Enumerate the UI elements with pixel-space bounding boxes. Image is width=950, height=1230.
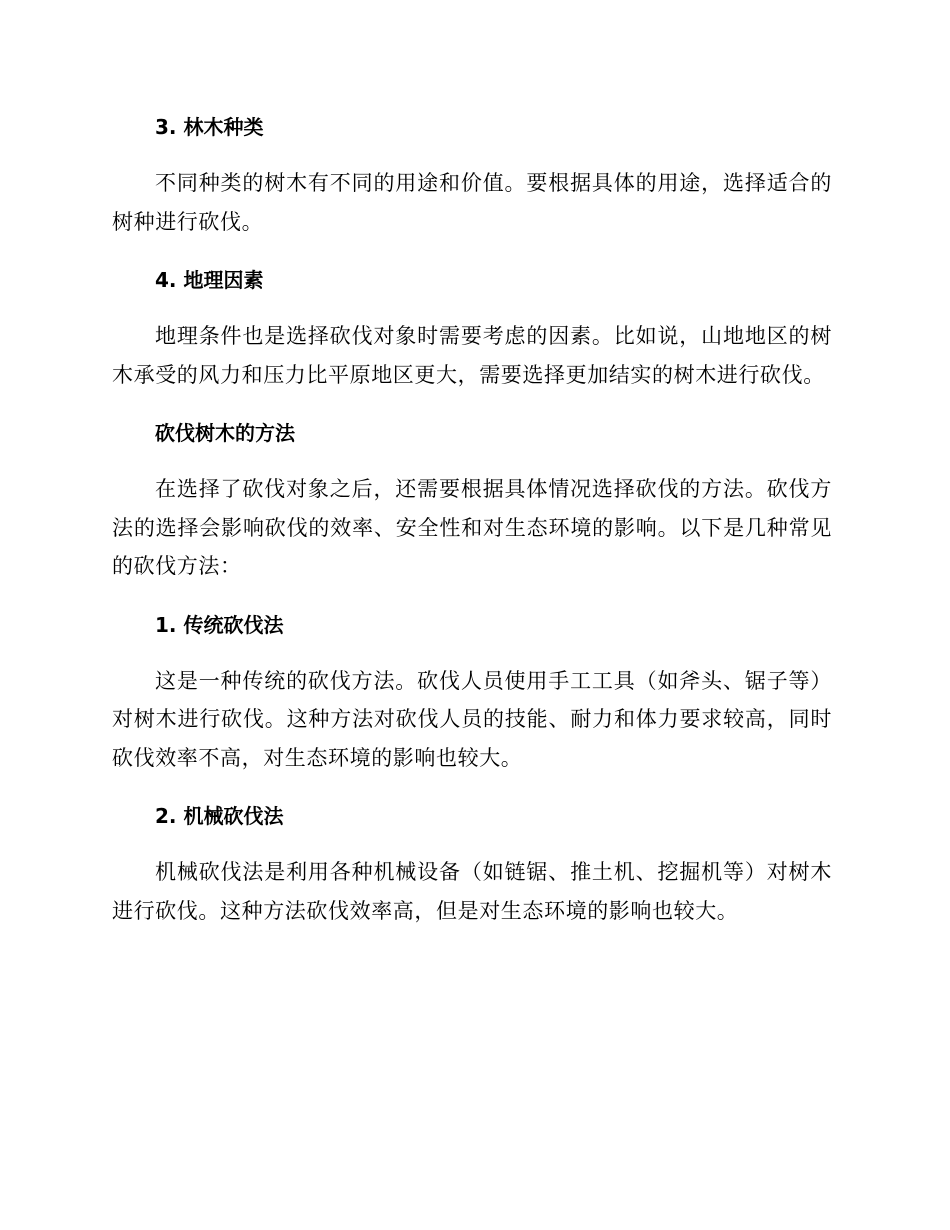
document-body: [112, 108, 832, 930]
section-paragraph-traditional-method: 这是一种传统的砍伐方法。砍伐人员使用手工工具（如斧头、锯子等）对树木进行砍伐。这种方法对砍伐人员的技能、耐力和体力要求较高，同时砍伐效率不高，对生态环境的影响也较大。: [112, 668, 832, 770]
section-heading-mechanical-method: 2. 机械砍伐法: [155, 804, 284, 828]
section-paragraph-felling-methods: 在选择了砍伐对象之后，还需要根据具体情况选择砍伐的方法。砍伐方法的选择会影响砍伐的效率、安全性和对生态环境的影响。以下是几种常见的砍伐方法：: [112, 477, 832, 578]
section-paragraph-tree-species: 不同种类的树木有不同的用途和价值。要根据具体的用途，选择适合的树种进行砍伐。: [112, 171, 832, 234]
section-paragraph-geography: 地理条件也是选择砍伐对象时需要考虑的因素。比如说，山地地区的树木承受的风力和压力比平原地区更大，需要选择更加结实的树木进行砍伐。: [112, 324, 832, 387]
section-heading-felling-methods: 砍伐树木的方法: [155, 421, 295, 445]
section-paragraph-mechanical-method: 机械砍伐法是利用各种机械设备（如链锯、推土机、挖掘机等）对树木进行砍伐。这种方法砍伐效率高，但是对生态环境的影响也较大。: [112, 860, 832, 923]
section-heading-geography: 4. 地理因素: [155, 268, 264, 292]
section-heading-tree-species: 3. 林木种类: [155, 115, 264, 139]
section-heading-traditional-method: 1. 传统砍伐法: [155, 612, 284, 637]
